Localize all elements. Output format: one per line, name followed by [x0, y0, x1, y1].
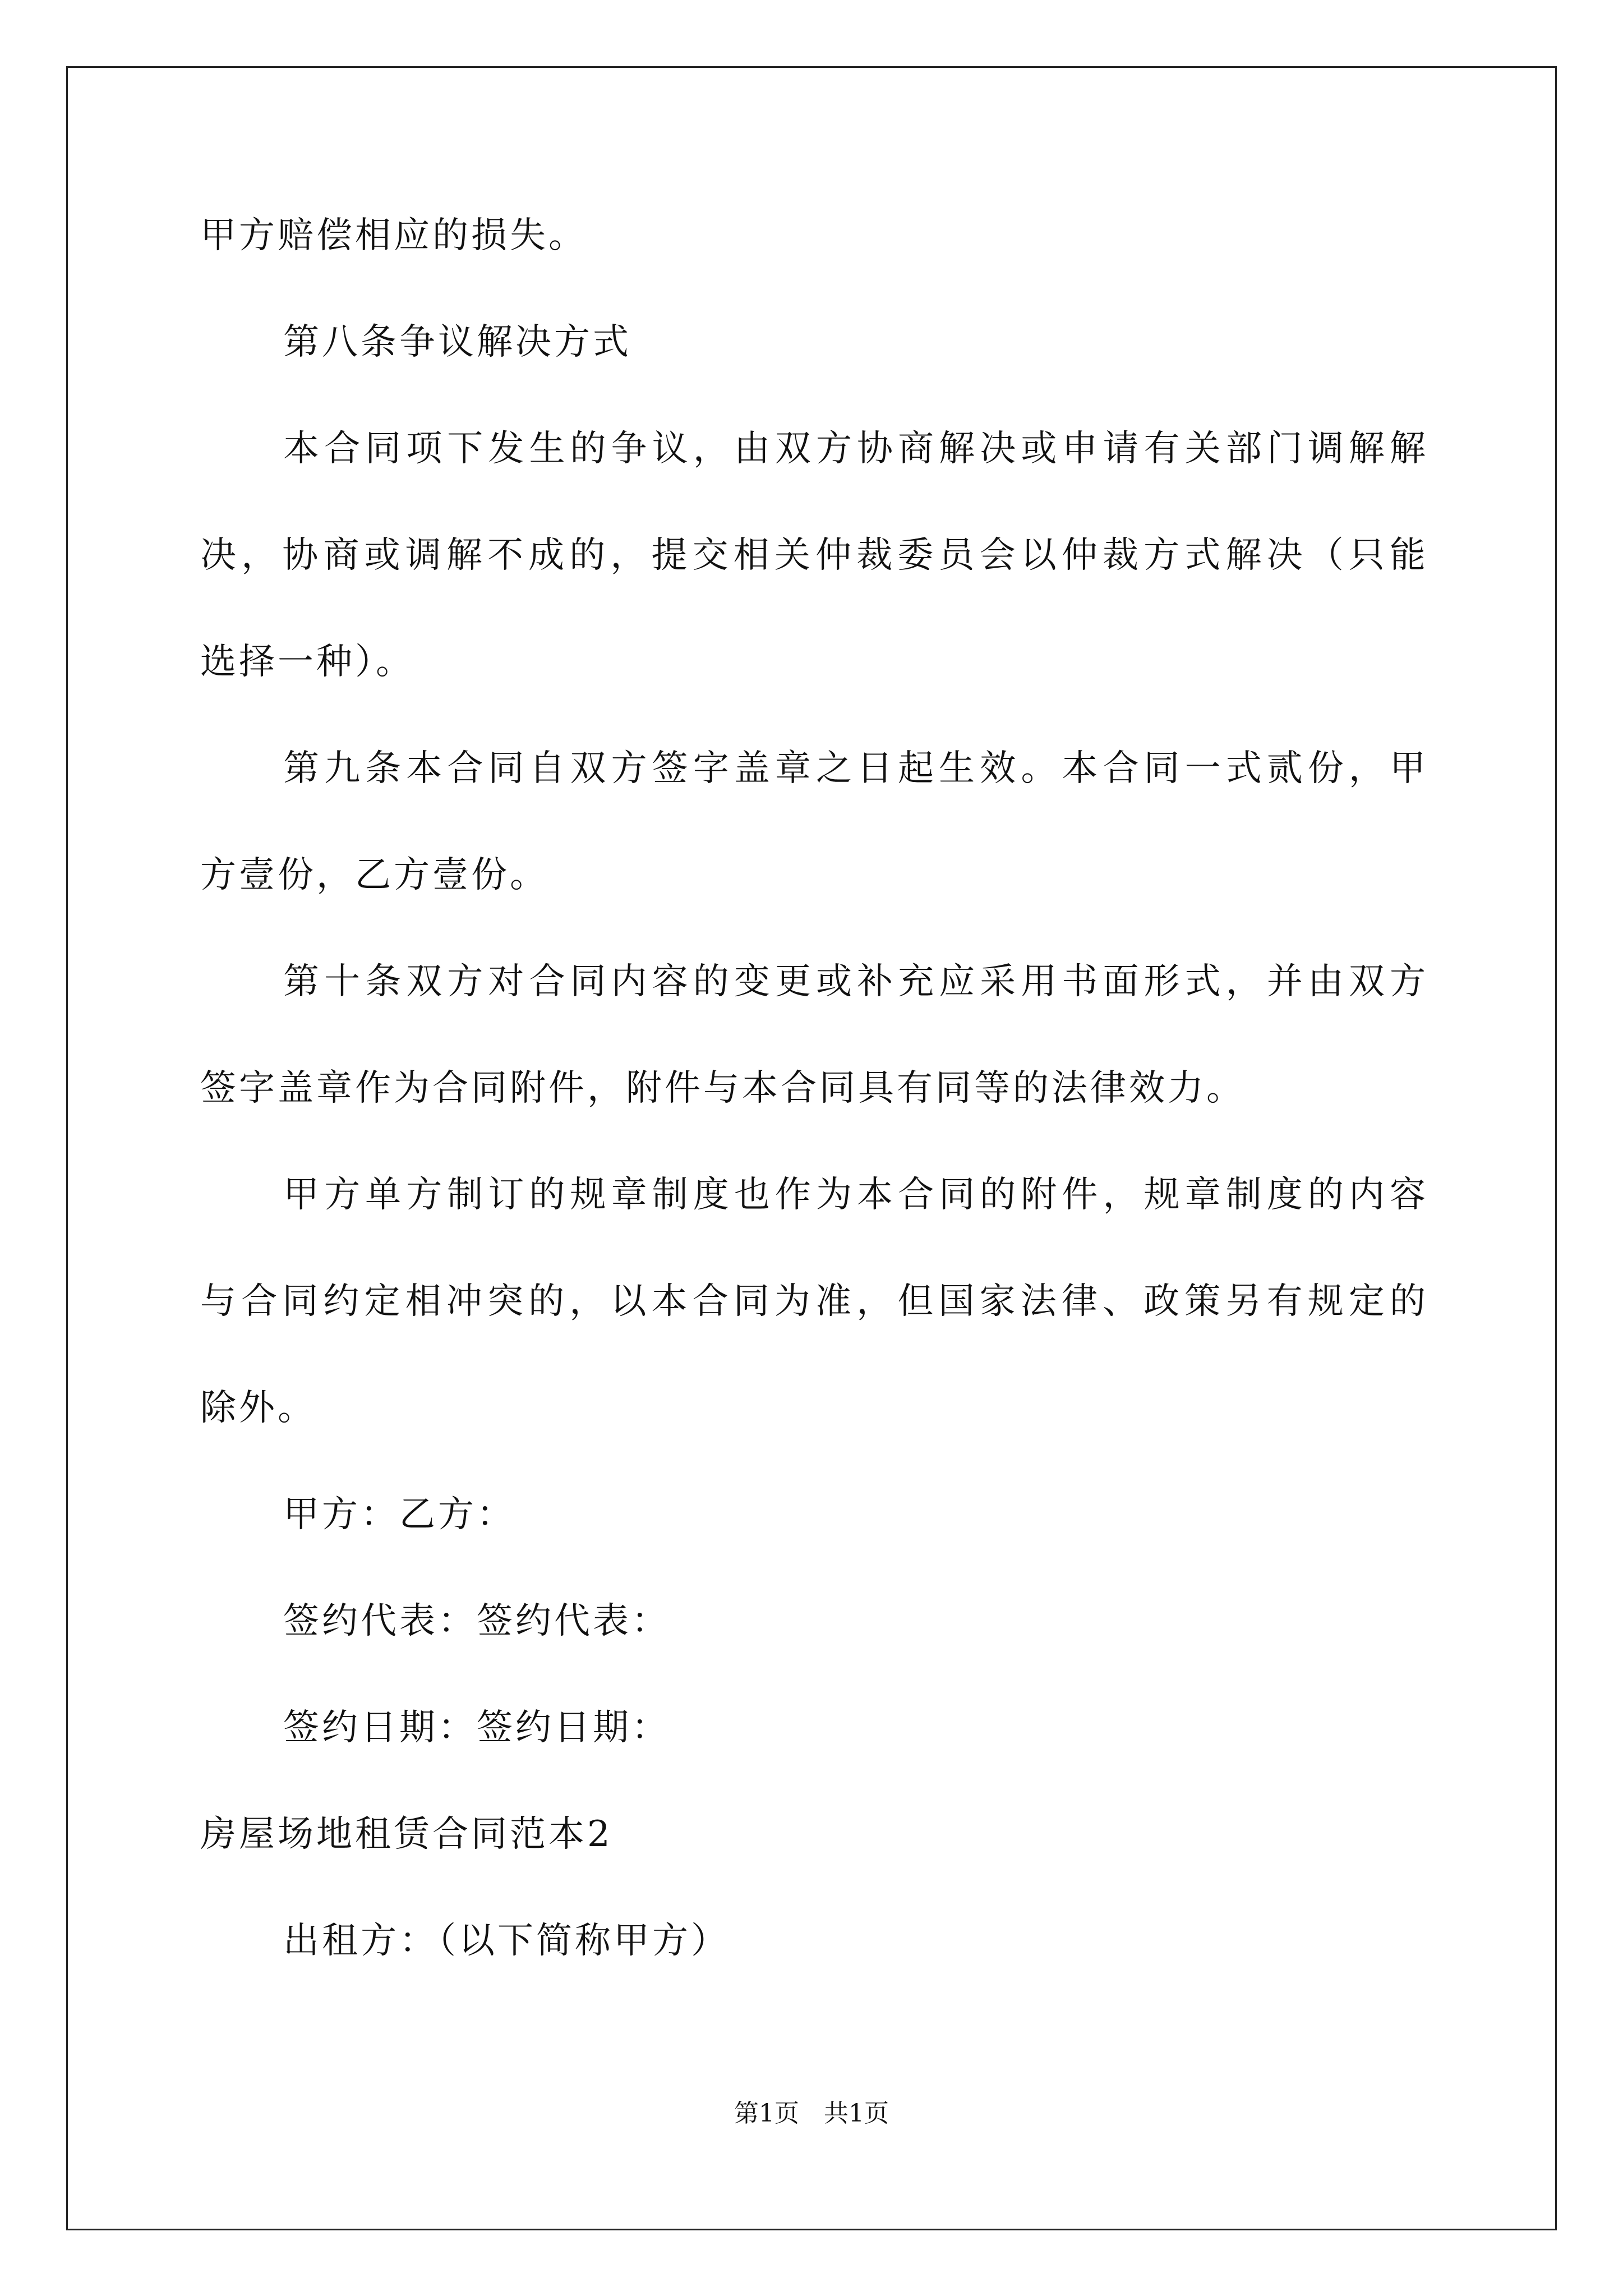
section-heading-article-8: 第八条争议解决方式	[283, 321, 631, 363]
body-line-6: 第九条本合同自双方签字盖章之日起生效。本合同一式贰份，甲	[283, 748, 1428, 789]
lessor-line: 出租方：（以下简称甲方）	[283, 1920, 730, 1962]
body-line-1: 甲方赔偿相应的损失。	[200, 215, 587, 256]
body-line-12: 除外。	[200, 1387, 316, 1429]
signatory-line: 签约代表：签约代表：	[283, 1600, 670, 1642]
page-frame	[66, 66, 1557, 2230]
body-line-3: 本合同项下发生的争议，由双方协商解决或申请有关部门调解解	[283, 428, 1428, 470]
body-line-8: 第十条双方对合同内容的变更或补充应采用书面形式，并由双方	[283, 961, 1428, 1002]
contract-title-2: 房屋场地租赁合同范本2	[200, 1814, 613, 1855]
body-line-10: 甲方单方制订的规章制度也作为本合同的附件，规章制度的内容	[283, 1174, 1428, 1216]
body-line-7: 方壹份，乙方壹份。	[200, 854, 548, 896]
body-line-4: 决，协商或调解不成的，提交相关仲裁委员会以仲裁方式解决（只能	[200, 535, 1428, 576]
page-number-footer: 第1页 共1页	[734, 2099, 889, 2128]
signing-date-line: 签约日期：签约日期：	[283, 1707, 670, 1749]
body-line-5: 选择一种）。	[200, 641, 414, 683]
party-names-line: 甲方：乙方：	[283, 1494, 515, 1535]
body-line-9: 签字盖章作为合同附件，附件与本合同具有同等的法律效力。	[200, 1068, 1245, 1109]
body-line-11: 与合同约定相冲突的，以本合同为准，但国家法律、政策另有规定的	[200, 1281, 1428, 1322]
